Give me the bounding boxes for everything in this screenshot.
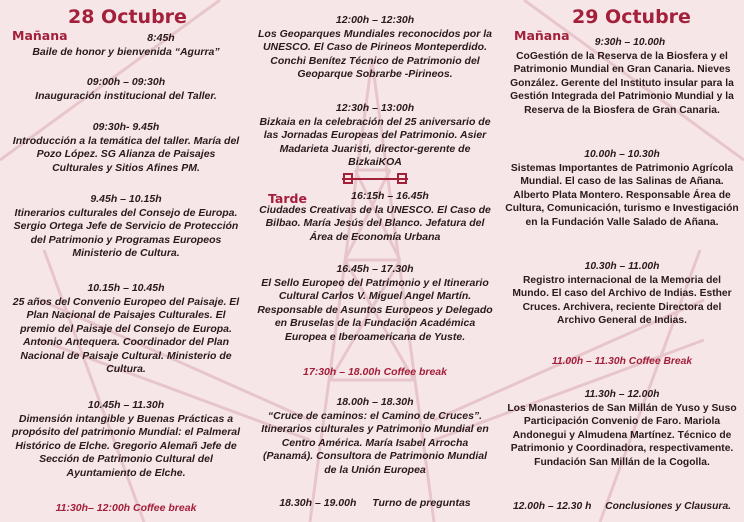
- bridge-divider-icon: [342, 172, 408, 186]
- agenda-text: 25 años del Convenio Europeo del Paisaje. El Plan Nacional de Paisajes Culturales. El premio del Paisaje del Consejo de Europa. Antonio Antequera. Coordinador del Plan Nacional de Paisaje Cultural. Ministerio de Cultura.: [12, 295, 240, 375]
- day2-title: 29 Octubre: [572, 6, 691, 28]
- agenda-item: [500, 148, 744, 229]
- agenda-item: [0, 32, 252, 59]
- agenda-time: 10.30h – 11.00h: [584, 261, 660, 272]
- coffee-break: 11.00h – 11.30h Coffee Break: [551, 356, 693, 367]
- agenda-time: 12.00h – 12.30 h: [512, 501, 592, 512]
- agenda-time: 09:00h – 09:30h: [86, 76, 166, 88]
- agenda-text: Dimensión intangible y Buenas Prácticas a propósito del patrimonio Mundial: el Palmeral Histórico de Elche. Gregorio Alemañ Jefe de Sección de Patrimonio Cultural del Ayuntamiento de Elche.: [11, 412, 241, 479]
- agenda-item-questions: [250, 497, 500, 511]
- afternoon-label: Tarde: [268, 191, 307, 206]
- agenda-text: Bizkaia en la celebración del 25 aniversario de las Jornadas Europeas del Patrimonio. Asier Madarieta Juaristi, director-gerente de BizkaiKOA: [259, 115, 491, 168]
- agenda-item: [0, 121, 252, 175]
- agenda-text: Sistemas Importantes de Patrimonio Agrícola Mundial. El caso de las Salinas de Añana. Alberto Plata Montero. Responsable Área de Cultura, Comunicación, turismo e Investigación en la Fundación Valle Salado de Añana.: [505, 162, 739, 228]
- agenda-time: 12:00h – 12:30h: [335, 14, 415, 26]
- agenda-text: Itinerarios culturales del Consejo de Europa. Sergio Ortega Jefe de Servicio de Protección del Patrimonio y Programas Europeos Ministerio de Cultura.: [13, 206, 239, 259]
- agenda-time: 9.45h – 10.15h: [90, 193, 162, 205]
- agenda-time: 10.15h – 10.45h: [87, 282, 165, 294]
- agenda-text: Los Monasterios de San Millán de Yuso y Suso Participación Convenio de Faro. Mariola Andonegui y Almudena Martínez. Técnico de Patrimonio y Coordinadora, respectivamente. Fundación San Millán de la Cogolla.: [507, 402, 737, 468]
- agenda-item: [0, 193, 252, 261]
- agenda-item: [0, 76, 252, 103]
- agenda-text: Inauguración institucional del Taller.: [35, 89, 217, 102]
- agenda-item: [500, 36, 744, 117]
- agenda-item: [500, 260, 744, 328]
- agenda-time: 16:15h – 16.45h: [351, 190, 429, 202]
- agenda-time: 09:30h- 9.45h: [92, 121, 160, 133]
- agenda-time: 10.00h – 10.30h: [584, 149, 660, 160]
- agenda-text: Turno de preguntas: [372, 497, 471, 509]
- agenda-text: Conclusiones y Clausura.: [605, 501, 732, 512]
- day1-title: 28 Octubre: [68, 6, 187, 28]
- agenda-item-closing: [500, 500, 744, 514]
- coffee-break: 17:30h – 18.00h Coffee break: [303, 366, 447, 378]
- agenda-item: [250, 263, 500, 344]
- agenda-item: [0, 399, 252, 480]
- agenda-item: [500, 388, 744, 469]
- agenda-text: CoGestión de la Reserva de la Biosfera y el Patrimonio Mundial en Gran Canaria. Nieves González. Gerente del Instituto insular para la Gestión Integrada del Patrimonio Mundial y la Reserva de la Biosfera de Gran Canaria.: [510, 50, 734, 116]
- agenda-time: 16.45h – 17.30h: [336, 263, 414, 275]
- agenda-text: El Sello Europeo del Patrimonio y el Itinerario Cultural Carlos V. Miguel Angel Martín. Responsable de Asuntos Europeos y Delegado en Bruselas de la Fundación Académica Europea e Iberoamericana de Yuste.: [257, 276, 493, 343]
- agenda-text: Introducción a la temática del taller. María del Pozo López. SG Alianza de Paisajes Culturales y Sitios Afines PM.: [12, 134, 240, 174]
- agenda-text: Ciudades Creativas de la UNESCO. El Caso de Bilbao. María Jesús del Blanco. Jefatura del Área de Economía Urbana: [259, 203, 491, 243]
- agenda-time: 18.30h – 19.00h: [279, 497, 357, 509]
- agenda-item: [250, 14, 500, 82]
- coffee-break: 11:30h– 12:00h Coffee break: [55, 502, 197, 514]
- agenda-time: 9:30h – 10.00h: [594, 37, 666, 48]
- agenda-text: Baile de honor y bienvenida “Agurra”: [32, 45, 220, 58]
- agenda-text: Los Geoparques Mundiales reconocidos por la UNESCO. El Caso de Pirineos Monteperdido. Conchi Benítez Técnico de Patrimonio del Geoparque Sobrarbe -Pirineos.: [258, 27, 492, 80]
- agenda-time: 12:30h – 13:00h: [335, 102, 415, 114]
- agenda-time: 11.30h – 12.00h: [584, 389, 660, 400]
- agenda-time: 18.00h – 18.30h: [336, 396, 414, 408]
- agenda-item: [250, 102, 500, 170]
- day1-morning-label: Mañana: [12, 28, 68, 43]
- agenda-time: 8:45h: [147, 32, 175, 44]
- agenda-item: [0, 282, 252, 377]
- agenda-item: [250, 396, 500, 477]
- agenda-item: [250, 190, 500, 244]
- agenda-text: “Cruce de caminos: el Camino de Cruces”. Itinerarios culturales y Patrimonio Mundial en Centro América. María Isabel Arrocha (Panamá). Consultora de Patrimonio Mundial de la Unión Europea: [261, 409, 489, 476]
- agenda-text: Registro internacional de la Memoria del Mundo. El caso del Archivo de Indias. Esther Cruces. Archivera, reciente Directora del Archivo General de Indias.: [512, 274, 732, 326]
- agenda-time: 10.45h – 11.30h: [87, 399, 165, 411]
- day2-morning-label: Mañana: [514, 28, 570, 43]
